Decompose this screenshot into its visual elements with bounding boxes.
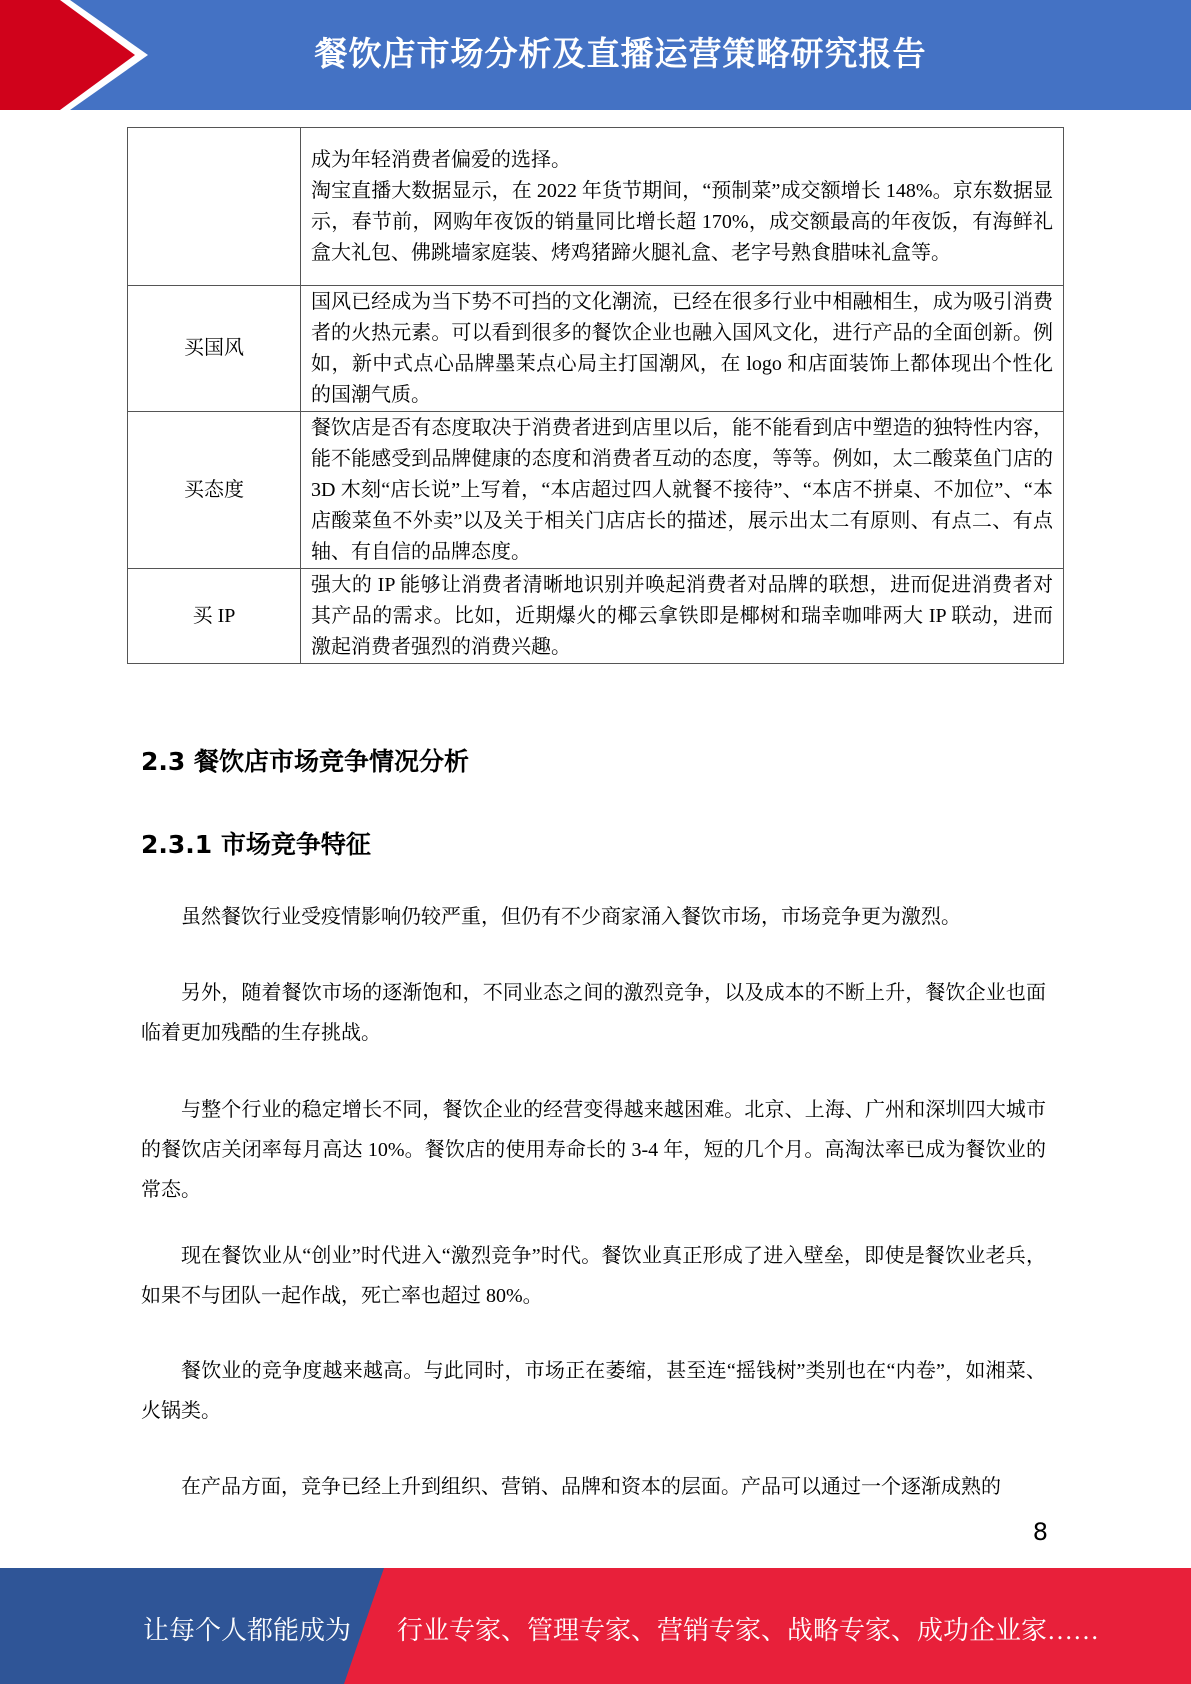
table-row-label: 买 IP — [128, 569, 301, 664]
page-footer — [0, 1568, 1191, 1684]
body-paragraph: 餐饮业的竞争度越来越高。与此同时，市场正在萎缩，甚至连“摇钱树”类别也在“内卷”，如湘菜、火锅类。 — [141, 1360, 1046, 1422]
footer-slogan-right: 行业专家、管理专家、营销专家、战略专家、成功企业家…… — [397, 1616, 1100, 1645]
body-paragraph: 另外，随着餐饮市场的逐渐饱和，不同业态之间的激烈竞争，以及成本的不断上升，餐饮企业也面临着更加残酷的生存挑战。 — [141, 982, 1046, 1044]
table-row-label — [128, 128, 301, 286]
body-paragraph: 与整个行业的稳定增长不同，餐饮企业的经营变得越来越困难。北京、上海、广州和深圳四大城市的餐饮店关闭率每月高达 10%。餐饮店的使用寿命长的 3-4 年，短的几个月。高淘汰率已成为餐饮业的常态。 — [141, 1099, 1046, 1201]
table-row — [128, 286, 1064, 412]
report-title: 餐饮店市场分析及直播运营策略研究报告 — [314, 34, 927, 73]
page-header — [0, 0, 1191, 110]
table-row — [128, 128, 1064, 286]
table-row — [128, 569, 1064, 664]
table-row-content — [301, 128, 1064, 286]
table-row-label: 买态度 — [128, 412, 301, 569]
page-number: 8 — [1032, 1518, 1048, 1546]
table-cell-text: 国风已经成为当下势不可挡的文化潮流，已经在很多行业中相融相生，成为吸引消费者的火热元素。可以看到很多的餐饮企业也融入国风文化，进行产品的全面创新。例如，新中式点心品牌墨茉点心局主打国潮风，在 logo 和店面装饰上都体现出个性化的国潮气质。 — [311, 290, 1053, 406]
section-heading: 2.3 餐饮店市场竞争情况分析 — [141, 747, 469, 776]
table-cell-text: 成为年轻消费者偏爱的选择。 — [311, 148, 571, 171]
footer-slogan-left: 让每个人都能成为 — [143, 1616, 352, 1645]
body-paragraph: 在产品方面，竞争已经上升到组织、营销、品牌和资本的层面。产品可以通过一个逐渐成熟的 — [181, 1476, 1001, 1498]
consumption-trend-table — [127, 127, 1064, 664]
body-paragraph: 现在餐饮业从“创业”时代进入“激烈竞争”时代。餐饮业真正形成了进入壁垒，即使是餐饮业老兵，如果不与团队一起作战，死亡率也超过 80%。 — [141, 1245, 1046, 1307]
body-paragraph: 虽然餐饮行业受疫情影响仍较严重，但仍有不少商家涌入餐饮市场，市场竞争更为激烈。 — [181, 906, 961, 928]
table-row — [128, 412, 1064, 569]
table-cell-text: 淘宝直播大数据显示，在 2022 年货节期间，“预制菜”成交额增长 148%。京东数据显示，春节前，网购年夜饭的销量同比增长超 170%，成交额最高的年夜饭，有海鲜礼盒大礼包、佛跳墙家庭装、烤鸡猪蹄火腿礼盒、老字号熟食腊味礼盒等。 — [311, 179, 1053, 264]
table-row-content — [301, 412, 1064, 569]
table-cell-text: 餐饮店是否有态度取决于消费者进到店里以后，能不能看到店中塑造的独特性内容，能不能感受到品牌健康的态度和消费者互动的态度，等等。例如，太二酸菜鱼门店的 3D 木刻“店长说”上写着，“本店超过四人就餐不接待”、“本店不拼桌、不加位”、“本店酸菜鱼不外卖”以及关于相关门店店长的描述，展示出太二有原则、有点二、有点轴、有自信的品牌态度。 — [311, 416, 1053, 563]
table-cell-text: 强大的 IP 能够让消费者清晰地识别并唤起消费者对品牌的联想，进而促进消费者对其产品的需求。比如，近期爆火的椰云拿铁即是椰树和瑞幸咖啡两大 IP 联动，进而激起消费者强烈的消费兴趣。 — [311, 573, 1053, 658]
table-row-label: 买国风 — [128, 286, 301, 412]
subsection-heading: 2.3.1 市场竞争特征 — [141, 830, 371, 859]
table-row-content — [301, 286, 1064, 412]
table-row-content — [301, 569, 1064, 664]
